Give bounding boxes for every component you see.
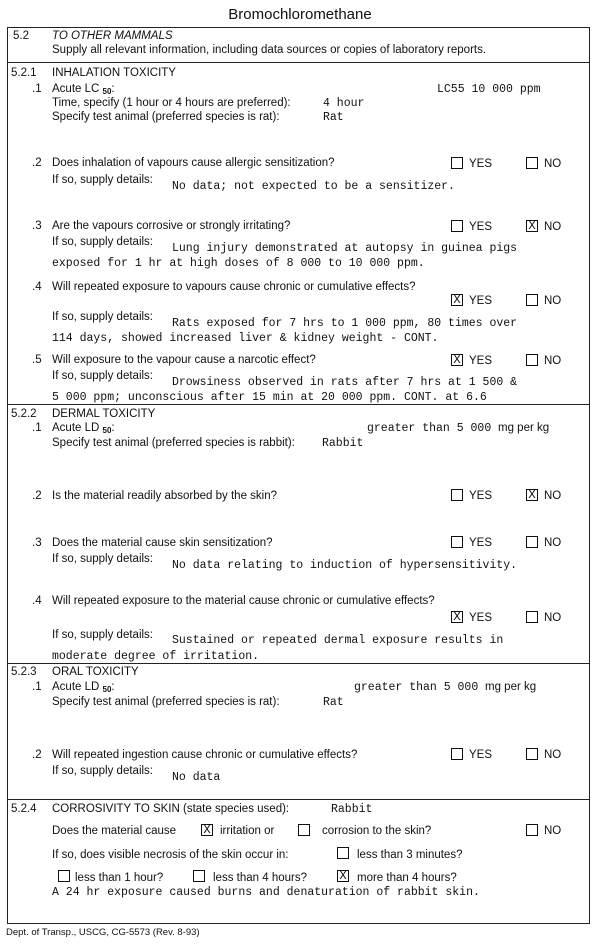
- yes-checkbox[interactable]: X: [451, 354, 463, 366]
- no-checkbox[interactable]: X: [526, 489, 538, 501]
- item-number: .2: [32, 490, 42, 502]
- necrosis-label: If so, does visible necrosis of the skin occur in:: [52, 849, 289, 861]
- section-heading: CORROSIVITY TO SKIN (state species used):: [52, 803, 290, 815]
- no-label: NO: [544, 537, 562, 549]
- item-number: .4: [32, 281, 42, 293]
- no-label: NO: [544, 221, 562, 233]
- no-checkbox[interactable]: [526, 748, 538, 760]
- no-checkbox[interactable]: X: [526, 220, 538, 232]
- no-checkbox[interactable]: [526, 157, 538, 169]
- question-text: Will repeated exposure to the material cause chronic or cumulative effects?: [52, 595, 435, 607]
- irritation-label: irritation or: [220, 825, 275, 837]
- section-number: 5.2.1: [11, 67, 37, 79]
- yes-checkbox[interactable]: X: [451, 611, 463, 623]
- details-text[interactable]: Drowsiness observed in rats after 7 hrs at 1 500 &: [172, 376, 518, 389]
- animal-label: Specify test animal (preferred species is rat):: [52, 696, 280, 708]
- item-number: .3: [32, 537, 42, 549]
- irritation-checkbox[interactable]: X: [201, 824, 213, 836]
- details-label: If so, supply details:: [52, 629, 153, 641]
- details-label: If so, supply details:: [52, 765, 153, 777]
- section-heading: ORAL TOXICITY: [52, 666, 139, 678]
- yes-checkbox[interactable]: X: [451, 294, 463, 306]
- item-number: .2: [32, 749, 42, 761]
- details-text[interactable]: 114 days, showed increased liver & kidney weight - CONT.: [52, 332, 439, 345]
- yes-label: YES: [469, 612, 493, 624]
- section-divider: [7, 799, 590, 800]
- yes-label: YES: [469, 537, 493, 549]
- section-divider: [7, 404, 590, 405]
- question-text: Is the material readily absorbed by the skin?: [52, 490, 278, 502]
- item-number: .5: [32, 354, 42, 366]
- question-text: Will repeated ingestion cause chronic or cumulative effects?: [52, 749, 358, 761]
- no-label: NO: [544, 490, 562, 502]
- lt1h-label: less than 1 hour?: [75, 872, 164, 884]
- no-label: NO: [544, 355, 562, 367]
- details-label: If so, supply details:: [52, 236, 153, 248]
- section-heading: TO OTHER MAMMALS: [52, 30, 173, 42]
- form-footer: Dept. of Transp., USCG, CG-5573 (Rev. 8-93): [6, 927, 200, 938]
- species-value[interactable]: Rabbit: [331, 803, 373, 816]
- item-number: .1: [32, 681, 42, 693]
- yes-label: YES: [469, 749, 493, 761]
- lt4h-checkbox[interactable]: [193, 870, 205, 882]
- acute-ld50-label: Acute LD $_{50}$:: [52, 422, 115, 435]
- yes-checkbox[interactable]: [451, 220, 463, 232]
- item-number: .4: [32, 595, 42, 607]
- details-text[interactable]: exposed for 1 hr at high doses of 8 000 to 10 000 ppm.: [52, 257, 425, 270]
- animal-label: Specify test animal (preferred species is rabbit):: [52, 437, 295, 449]
- item-number: .1: [32, 83, 42, 95]
- details-label: If so, supply details:: [52, 370, 153, 382]
- question-text: Will repeated exposure to vapours cause chronic or cumulative effects?: [52, 281, 416, 293]
- section-number: 5.2.3: [11, 666, 37, 678]
- details-text[interactable]: 5 000 ppm; unconscious after 15 min at 20 000 ppm. CONT. at 6.6: [52, 391, 487, 404]
- question-text: Does inhalation of vapours cause allergic sensitization?: [52, 157, 335, 169]
- section-instruction: Supply all relevant information, including data sources or copies of laboratory reports.: [52, 44, 487, 56]
- no-label: NO: [544, 158, 562, 170]
- details-label: If so, supply details:: [52, 311, 153, 323]
- section-number: 5.2.4: [11, 803, 37, 815]
- details-text[interactable]: Sustained or repeated dermal exposure results in: [172, 634, 504, 647]
- document-title: Bromochloromethane: [228, 6, 372, 23]
- details-text[interactable]: moderate degree of irritation.: [52, 650, 260, 663]
- details-label: If so, supply details:: [52, 553, 153, 565]
- question-text: Will exposure to the vapour cause a narcotic effect?: [52, 354, 316, 366]
- cause-label: Does the material cause: [52, 825, 177, 837]
- no-checkbox[interactable]: [526, 536, 538, 548]
- details-text[interactable]: No data: [172, 771, 221, 784]
- yes-checkbox[interactable]: [451, 536, 463, 548]
- yes-checkbox[interactable]: [451, 157, 463, 169]
- section-divider: [7, 663, 590, 664]
- time-value[interactable]: 4 hour: [323, 97, 365, 110]
- no-label: NO: [544, 749, 562, 761]
- gt4h-checkbox[interactable]: X: [337, 870, 349, 882]
- no-label: NO: [544, 825, 562, 837]
- section-number: 5.2: [13, 30, 29, 42]
- time-label: Time, specify (1 hour or 4 hours are preferred):: [52, 97, 291, 109]
- question-text: Are the vapours corrosive or strongly irritating?: [52, 220, 291, 232]
- no-checkbox[interactable]: [526, 611, 538, 623]
- no-label: NO: [544, 295, 562, 307]
- acute-ld50-value[interactable]: greater than 5 000: [367, 422, 492, 435]
- details-text[interactable]: No data; not expected to be a sensitizer.: [172, 180, 455, 193]
- corrosion-label: corrosion to the skin?: [322, 825, 432, 837]
- section-heading: INHALATION TOXICITY: [52, 67, 176, 79]
- acute-ld50-label: Acute LD $_{50}$:: [52, 681, 115, 694]
- corrosion-checkbox[interactable]: [298, 824, 310, 836]
- gt4h-label: more than 4 hours?: [357, 872, 457, 884]
- animal-label: Specify test animal (preferred species is rat):: [52, 111, 280, 123]
- question-text: Does the material cause skin sensitization?: [52, 537, 273, 549]
- corrosivity-note[interactable]: A 24 hr exposure caused burns and denaturation of rabbit skin.: [52, 886, 480, 899]
- yes-label: YES: [469, 221, 493, 233]
- animal-value[interactable]: Rabbit: [322, 437, 364, 450]
- unit-label: mg per kg: [498, 422, 550, 434]
- section-number: 5.2.2: [11, 408, 37, 420]
- animal-value[interactable]: Rat: [323, 111, 344, 124]
- details-text[interactable]: No data relating to induction of hypersensitivity.: [172, 559, 518, 572]
- yes-checkbox[interactable]: [451, 489, 463, 501]
- acute-lc50-value[interactable]: LC55 10 000 ppm: [437, 83, 541, 96]
- yes-label: YES: [469, 295, 493, 307]
- details-text[interactable]: Lung injury demonstrated at autopsy in guinea pigs: [172, 242, 518, 255]
- lt4h-label: less than 4 hours?: [213, 872, 307, 884]
- details-text[interactable]: Rats exposed for 7 hrs to 1 000 ppm, 80 times over: [172, 317, 518, 330]
- yes-checkbox[interactable]: [451, 748, 463, 760]
- section-heading: DERMAL TOXICITY: [52, 408, 156, 420]
- no-checkbox[interactable]: [526, 354, 538, 366]
- yes-label: YES: [469, 490, 493, 502]
- yes-label: YES: [469, 355, 493, 367]
- item-number: .1: [32, 422, 42, 434]
- lt1h-checkbox[interactable]: [58, 870, 70, 882]
- no-label: NO: [544, 612, 562, 624]
- acute-ld50-value[interactable]: greater than 5 000: [354, 681, 479, 694]
- section-divider: [7, 62, 590, 63]
- no-checkbox[interactable]: [526, 294, 538, 306]
- animal-value[interactable]: Rat: [323, 696, 344, 709]
- item-number: .3: [32, 220, 42, 232]
- acute-lc50-label: Acute LC $_{50}$:: [52, 83, 115, 96]
- yes-label: YES: [469, 158, 493, 170]
- lt3min-label: less than 3 minutes?: [357, 849, 463, 861]
- unit-label: mg per kg: [485, 681, 537, 693]
- no-checkbox[interactable]: [526, 824, 538, 836]
- details-label: If so, supply details:: [52, 174, 153, 186]
- item-number: .2: [32, 157, 42, 169]
- lt3min-checkbox[interactable]: [337, 847, 349, 859]
